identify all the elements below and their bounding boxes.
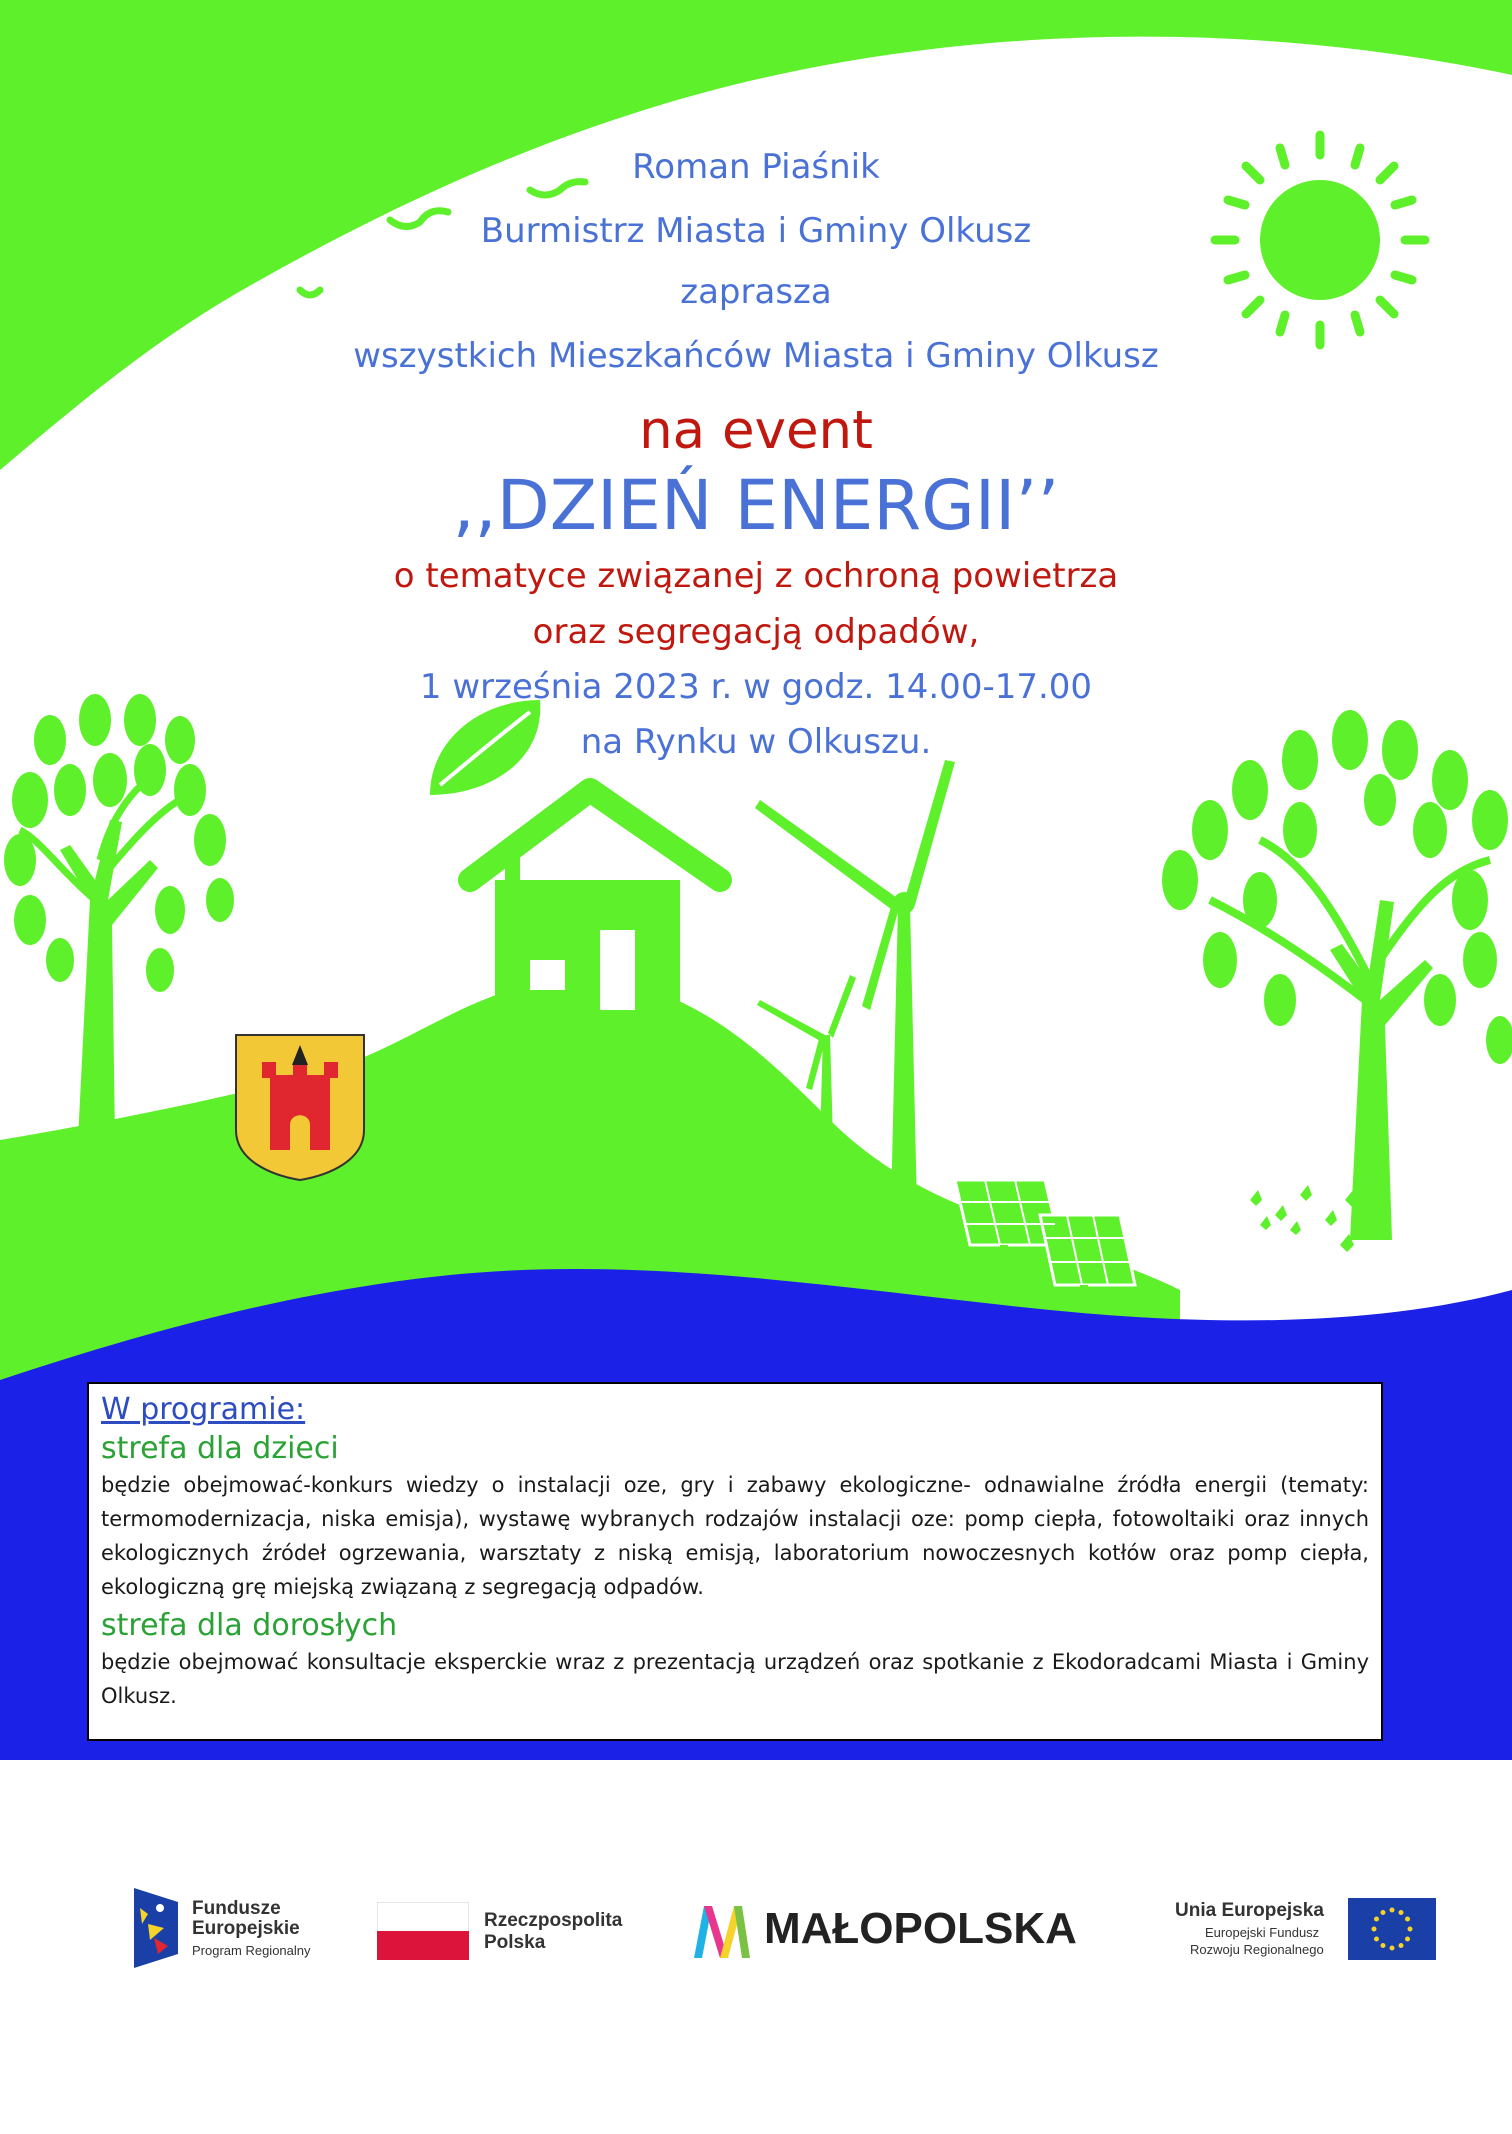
rp-logo-line1: Rzeczpospolita [484, 1910, 623, 1931]
topic-line-1: o tematyce związanej z ochroną powietrza [393, 556, 1119, 596]
malopolska-mark-icon [690, 1900, 752, 1962]
rp-logo-line2: Polska [484, 1932, 546, 1953]
event-intro: na event [639, 400, 873, 461]
ue-logo-line2: Europejski Fundusz [1205, 1925, 1320, 1940]
zone-title-adults: strefa dla dorosłych [101, 1608, 398, 1643]
ue-logo-line1: Unia Europejska [1175, 1900, 1324, 1921]
event-name: ,,DZIEŃ ENERGII’’ [452, 466, 1060, 546]
programme-heading: W programie: [101, 1392, 306, 1427]
olkusz-coat-of-arms-icon [236, 1035, 364, 1180]
organizer-title: Burmistrz Miasta i Gminy Olkusz [480, 211, 1032, 251]
funding-logos [0, 1860, 1512, 2000]
malopolska-wordmark: MAŁOPOLSKA [764, 1904, 1077, 1953]
date-time: 1 września 2023 r. w godz. 14.00-17.00 [419, 667, 1093, 707]
zone-title-children: strefa dla dzieci [101, 1431, 339, 1466]
audience-line: wszystkich Mieszkańców Miasta i Gminy Olkusz [353, 336, 1159, 376]
house-icon [470, 790, 720, 1010]
fundusze-logo-line1: Fundusze [192, 1898, 281, 1919]
fundusze-logo-line3: Program Regionalny [192, 1943, 311, 1958]
fundusze-europejskie-logo [134, 1888, 178, 1968]
butterflies-icon [1250, 1185, 1359, 1252]
ue-logo-line3: Rozwoju Regionalnego [1190, 1942, 1324, 1957]
fundusze-logo-line2: Europejskie [192, 1918, 300, 1939]
zone-text-adults: będzie obejmować konsultacje eksperckie wraz z prezentacją urządzeń oraz spotkanie z Ekodoradcami Miasta i Gminy Olkusz. [101, 1650, 1369, 1708]
invites-line: zaprasza [680, 272, 832, 312]
eu-flag-icon [1348, 1898, 1436, 1960]
zone-text-children: będzie obejmować-konkurs wiedzy o instalacji oze, gry i zabawy ekologiczne- odnawialne źródła energii (tematy: termomodernizacja, niska emisja), wystawę wybranych rodzajów instalacji oze: pomp ciepła, fotowoltaiki oraz innych ekologicznych źródeł ogrzewania, warsztaty z niską emisją, laboratorium nowoczesnych kotłów oraz pomp ciepła, ekologiczną grę miejską związaną z segregacją odpadów. [101, 1473, 1369, 1599]
programme-box [87, 1382, 1383, 1741]
tree-right-icon [1162, 710, 1512, 1240]
topic-line-2: oraz segregacją odpadów, [532, 612, 980, 652]
polish-flag-icon [377, 1902, 469, 1960]
organizer-name: Roman Piaśnik [632, 147, 880, 187]
event-place: na Rynku w Olkuszu. [580, 722, 932, 762]
